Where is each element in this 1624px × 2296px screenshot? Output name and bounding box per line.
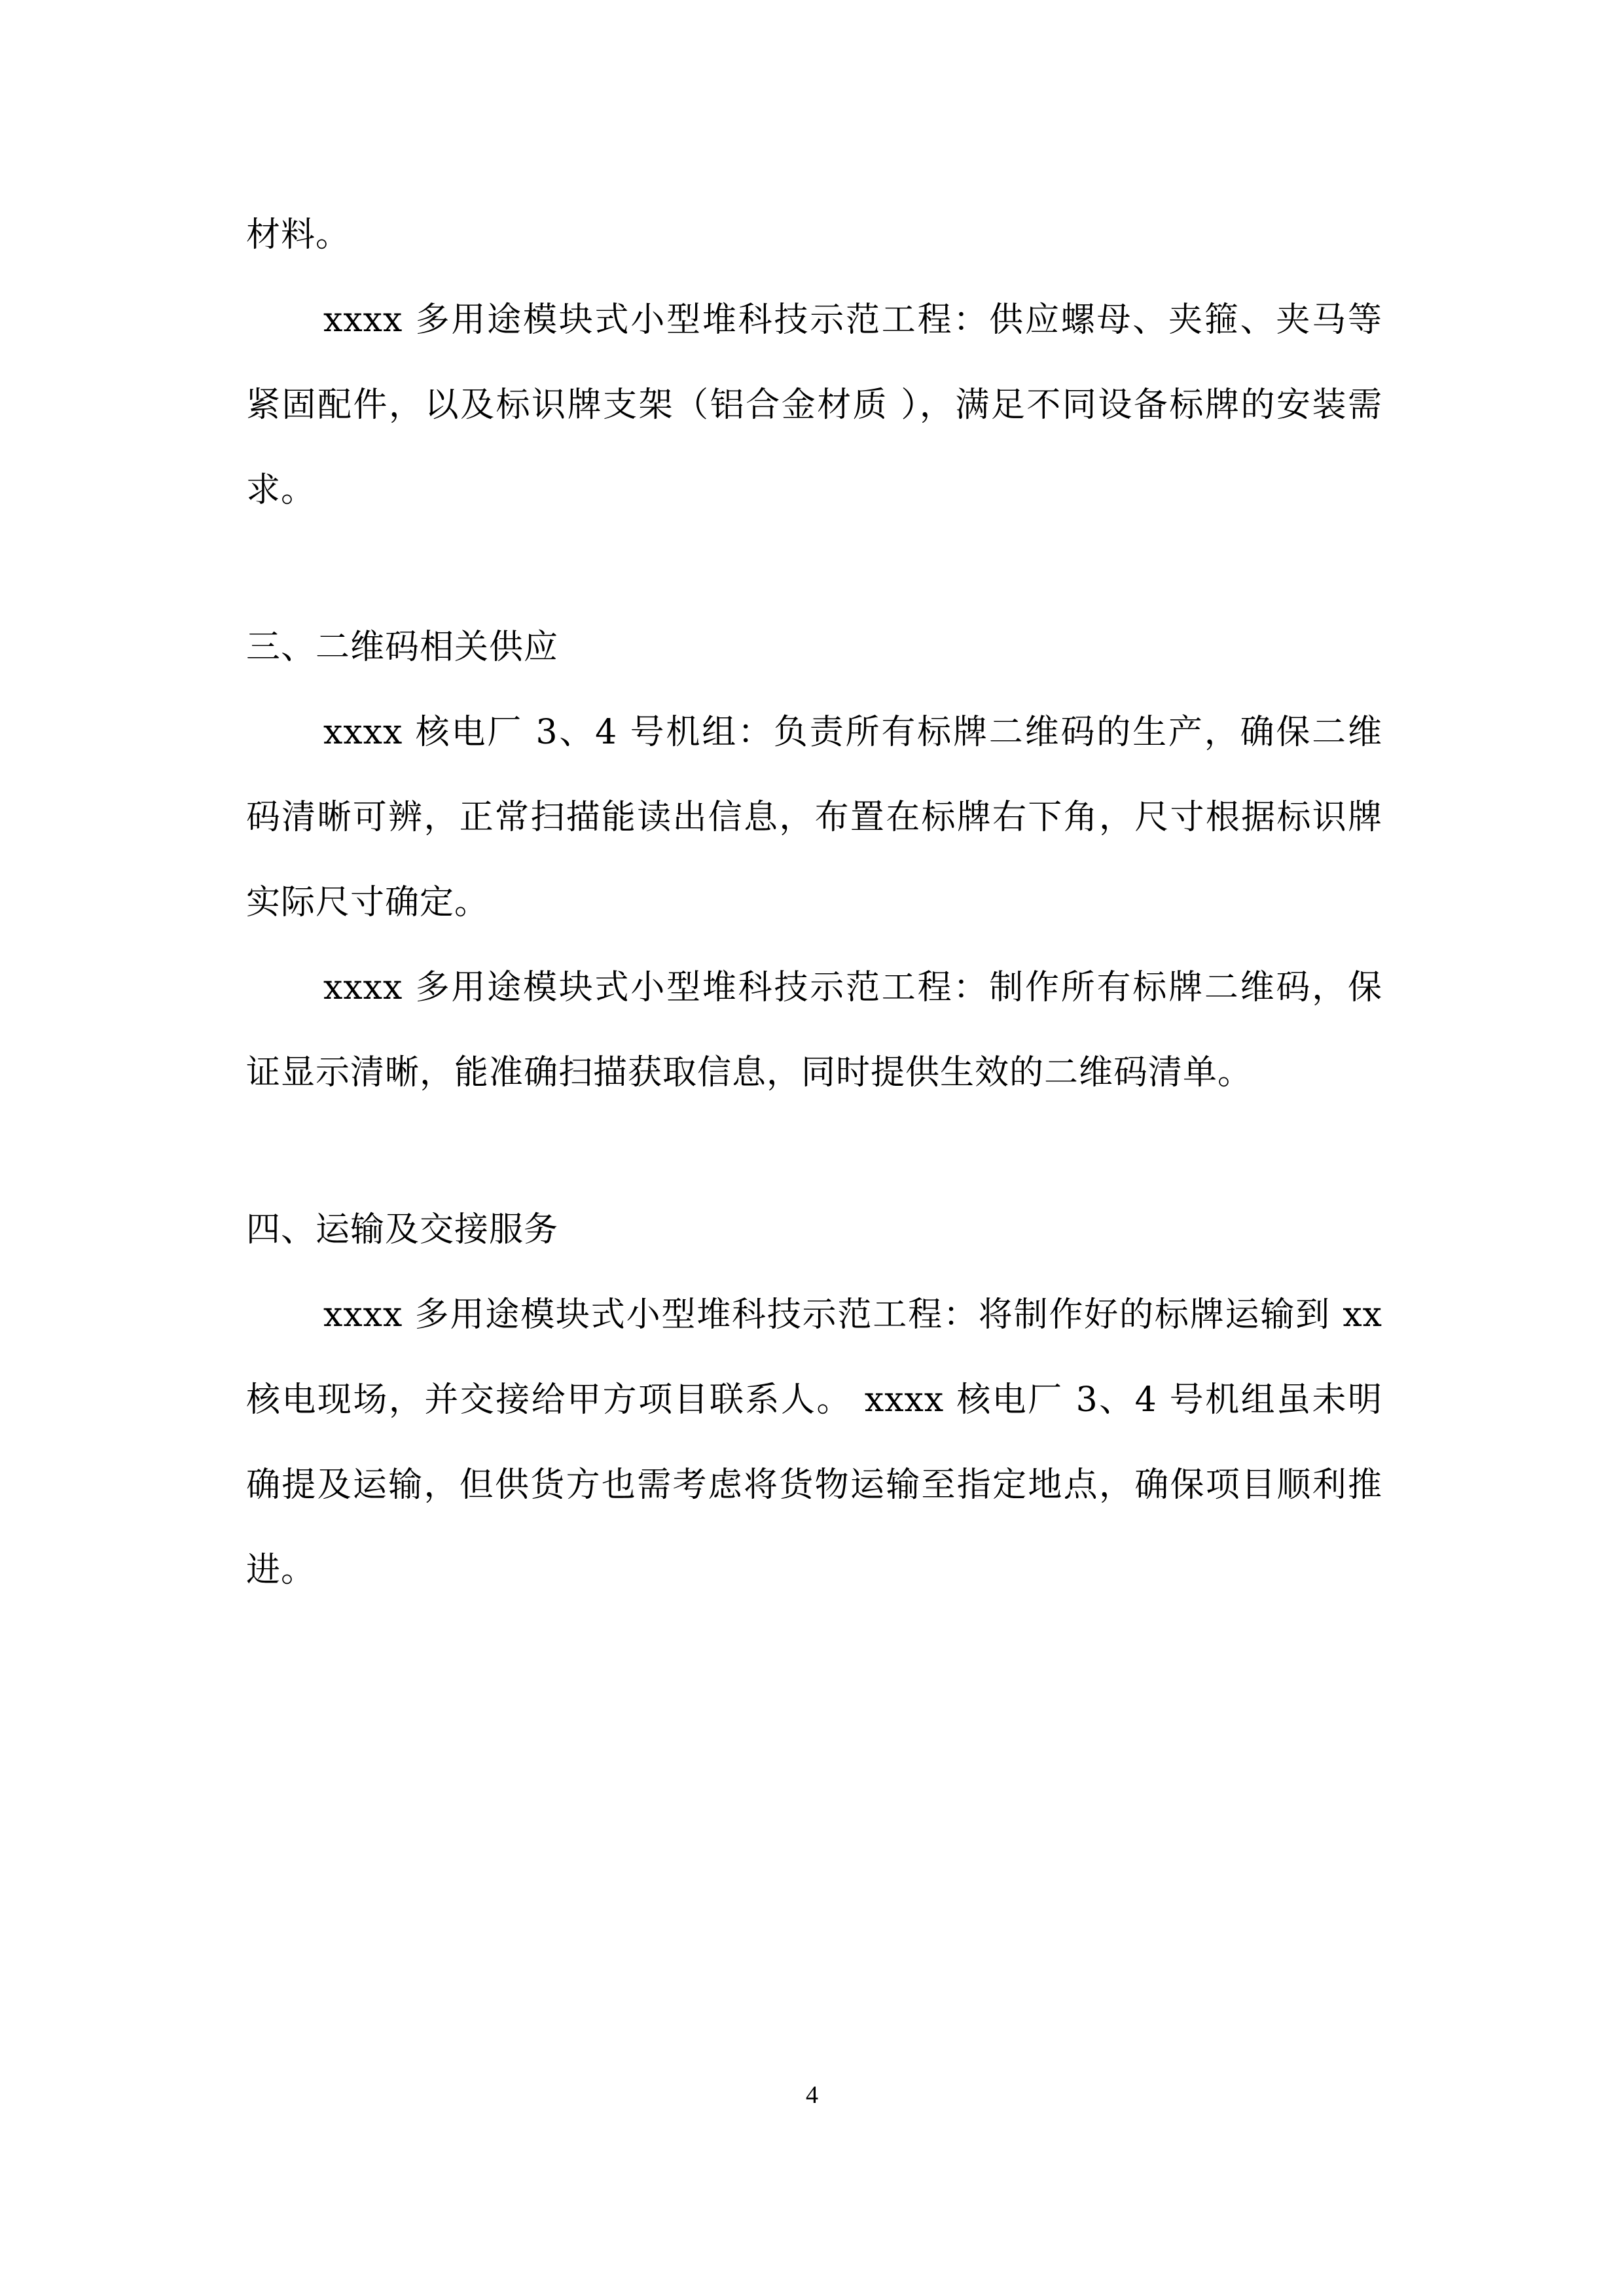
paragraph-qr-code-smr: xxxx 多用途模块式小型堆科技示范工程：制作所有标牌二维码，保证显示清晰，能准确扫描获取信息，同时提供生效的二维码清单。 [246,968,1382,1092]
section-heading-transport: 四、运输及交接服务 [246,1210,559,1249]
paragraph-fastener-supply: xxxx 多用途模块式小型堆科技示范工程：供应螺母、夹箍、夹马等紧固配件，以及标识牌支架（铝合金材质 ），满足不同设备标牌的安装需求。 [246,300,1382,510]
paragraph-transport-handover: xxxx 多用途模块式小型堆科技示范工程：将制作好的标牌运输到 xx 核电现场，并交接给甲方项目联系人。 xxxx 核电厂 3、4 号机组虽未明确提及运输，但供货方也需考虑将货物运输至指定地点，确保项目顺利推进。 [246,1295,1382,1590]
section-heading-qr-code: 三、二维码相关供应 [246,628,559,667]
paragraph-qr-code-unit34: xxxx 核电厂 3、4 号机组：负责所有标牌二维码的生产，确保二维码清晰可辨，正常扫描能读出信息，布置在标牌右下角，尺寸根据标识牌实际尺寸确定。 [246,713,1382,922]
page-number: 4 [806,2081,818,2109]
paragraph-materials-tail: 材料。 [246,215,351,255]
